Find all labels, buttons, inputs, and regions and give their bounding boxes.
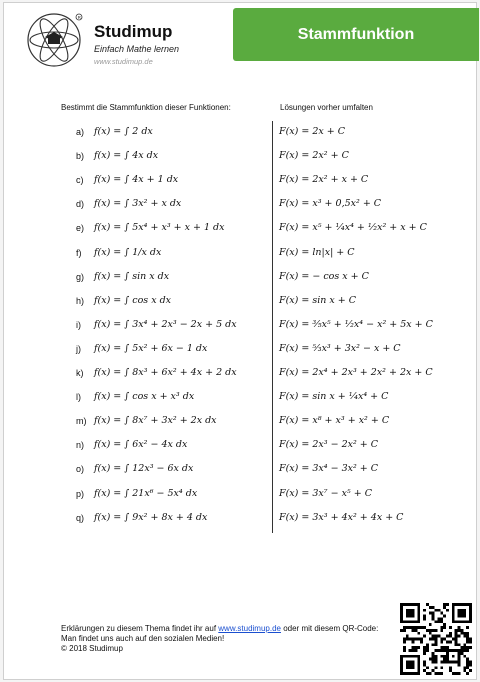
solution-expression: F(x) = sin x + ¹⁄₄x⁴ + C [279,391,389,403]
problem-label: p) [76,488,85,499]
problem-expression: f(x) = ∫ 4x + 1 dx [94,174,179,186]
problem-expression: f(x) = ∫ 3x⁴ + 2x³ − 2x + 5 dx [94,318,237,330]
problem-expression: f(x) = ∫ 3x² + x dx [94,198,182,210]
problem-label: j) [76,343,81,354]
solution-expression: F(x) = ³⁄₅x⁵ + ¹⁄₂x⁴ − x² + 5x + C [279,318,433,330]
solution-expression: F(x) = 2x + C [279,126,346,137]
problem-expression: f(x) = ∫ sin x dx [94,270,170,282]
problem-expression: f(x) = ∫ 8x³ + 6x² + 4x + 2 dx [94,367,237,378]
solution-expression: F(x) = ln|x| + C [279,246,355,258]
problem-label: c) [76,175,84,186]
problem-expression: f(x) = ∫ 21x⁶ − 5x⁴ dx [94,487,198,499]
solution-expression: F(x) = 3x⁴ − 3x² + C [279,463,379,475]
solution-expression: F(x) = x³ + 0,5x² + C [279,198,382,210]
brand-name: Studimup [94,22,173,41]
instruction-text: Bestimmt die Stammfunktion dieser Funktionen: [61,103,231,112]
problem-label: m) [76,416,87,427]
worksheet [3,2,477,680]
problem-label: i) [76,319,81,330]
problem-label: a) [76,127,85,137]
brand-tagline: Einfach Mathe lernen [94,44,180,54]
solution-expression: F(x) = x⁵ + ¹⁄₄x⁴ + ¹⁄₂x² + x + C [279,222,427,234]
solution-expression: F(x) = ⁵⁄₃x³ + 3x² − x + C [279,342,401,354]
footer-text-before-link: Erklärungen zu diesem Thema findet ihr auf [61,624,219,633]
footer [61,624,378,654]
page-title: Stammfunktion [297,26,415,43]
footer-text-after-link: oder mit diesem QR-Code: [280,624,379,633]
problem-expression: f(x) = ∫ 12x³ − 6x dx [94,463,194,475]
footer-line-2: Man findet uns auch auf den sozialen Medien! [61,634,225,643]
problem-label: e) [76,223,85,234]
problem-expression: f(x) = ∫ 6x² − 4x dx [94,439,188,451]
problem-label: f) [76,247,82,258]
title-banner [233,8,479,61]
problem-expression: f(x) = ∫ cos x + x³ dx [94,391,195,403]
solution-expression: F(x) = sin x + C [279,294,357,306]
problem-label: o) [76,464,85,475]
problem-expression: f(x) = ∫ 2 dx [94,126,153,137]
problem-expression: f(x) = ∫ 9x² + 8x + 4 dx [94,511,208,523]
solutions-heading: Lösungen vorher umfalten [280,103,373,112]
brand-website: www.studimup.de [94,57,153,66]
problem-expression: f(x) = ∫ 1/x dx [94,246,162,258]
problem-expression: f(x) = ∫ 4x dx [94,150,159,162]
problem-label: l) [76,392,81,403]
problem-label: k) [76,368,84,378]
website-link[interactable]: www.studimup.de [218,624,281,633]
problem-label: q) [76,512,85,523]
problem-label: h) [76,295,85,306]
solution-expression: F(x) = 3x⁷ − x⁵ + C [279,487,373,499]
atom-logo-icon [21,9,87,71]
solution-expression: F(x) = 2x² + C [279,150,349,162]
solution-expression: F(x) = 3x³ + 4x² + 4x + C [279,511,404,523]
problem-expression: f(x) = ∫ 8x⁷ + 3x² + 2x dx [94,415,217,427]
solution-expression: F(x) = x⁸ + x³ + x² + C [279,415,390,427]
solution-expression: F(x) = 2x⁴ + 2x³ + 2x² + 2x + C [279,367,433,378]
solution-expression: F(x) = − cos x + C [279,270,369,282]
problem-expression: f(x) = ∫ 5x⁴ + x³ + x + 1 dx [94,222,225,234]
footer-copyright: © 2018 Studimup [61,644,123,653]
solution-expression: F(x) = 2x³ − 2x² + C [279,439,379,451]
problem-expression: f(x) = ∫ cos x dx [94,294,172,306]
problem-label: g) [76,271,85,282]
qr-code-icon[interactable] [400,603,472,675]
svg-text:R: R [77,15,81,20]
problem-label: n) [76,440,85,451]
footer-line-1 [61,624,378,634]
problem-label: b) [76,151,85,162]
problem-expression: f(x) = ∫ 5x² + 6x − 1 dx [94,342,208,354]
fold-divider [272,121,273,533]
problem-label: d) [76,199,85,210]
solution-expression: F(x) = 2x² + x + C [279,174,369,186]
